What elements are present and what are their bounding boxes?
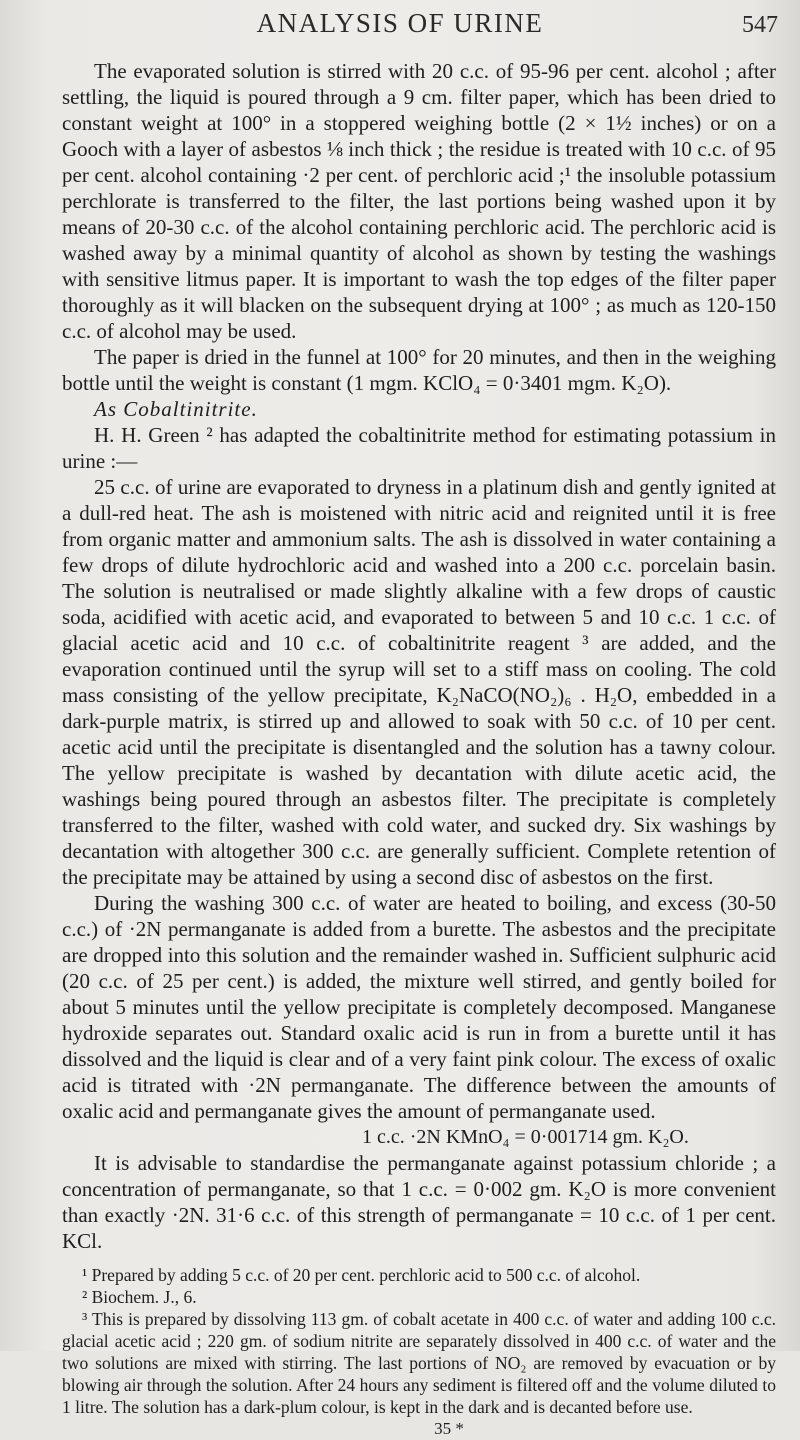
signature-mark: 35 * — [434, 1419, 464, 1438]
footnote-1: ¹ Prepared by adding 5 c.c. of 20 per cent. perchloric acid to 500 c.c. of alcohol. — [82, 1265, 641, 1285]
paragraph-evaporation-procedure: 25 c.c. of urine are evaporated to dryness in a platinum dish and gently ignited at a dull-red heat. The ash is moistened with nitric acid and reignited until it is free from organic matter and ammonium salts. The ash is dissolved in water containing a few drops of dilute hydrochloric acid and washed into a 200 c.c. porcelain basin. The solution is neutralised or made slightly alkaline with a few drops of caustic soda, acidified with acetic acid, and evaporated to between 5 and 10 c.c. 1 c.c. of glacial acetic acid and 10 c.c. of cobaltinitrite reagent ³ are added, and the evaporation continued until the syrup will set to a stiff mass on cooling. The cold mass consisting of the yellow precipitate, K₂NaCO(NO₂)₆ . H₂O, embedded in a dark-purple matrix, is stirred up and allowed to soak with 50 c.c. of 10 per cent. acetic acid until the precipitate is disentangled and the solution has a tawny colour. The yellow precipitate is washed by decantation with dilute acetic acid, the washings being poured through an asbestos filter. The precipitate is completely transferred to the filter, washed with cold water, and sucked dry. Six washings by decantation with altogether 300 c.c. are generally sufficient. Complete retention of the precipitate may be attained by using a second disc of asbestos on the first. — [62, 475, 776, 889]
page-number: 547 — [742, 12, 778, 38]
footnotes — [62, 1264, 776, 1418]
formula-equivalence: 1 c.c. ·2N KMnO₄ = 0·001714 gm. K₂O. — [362, 1126, 689, 1148]
paragraph-drying: The paper is dried in the funnel at 100° for 20 minutes, and then in the weighing bottle until the weight is constant (1 mgm. KClO₄ = 0·3401 mgm. K₂O). — [62, 345, 776, 395]
body-text — [62, 58, 776, 1440]
paragraph-standardisation: It is advisable to standardise the permanganate against potassium chloride ; a concentration of permanganate, so that 1 c.c. = 0·002 gm. K₂O is more convenient than exactly ·2N. 31·6 c.c. of this strength of permanganate = 10 c.c. of 1 per cent. KCl. — [62, 1151, 776, 1253]
page-header — [0, 4, 800, 44]
footnote-2: ² Biochem. J., 6. — [82, 1287, 197, 1307]
footnote-3: ³ This is prepared by dissolving 113 gm. of cobalt acetate in 400 c.c. of water and adding 100 c.c. glacial acetic acid ; 220 gm. of sodium nitrite are separately dissolved in 400 c.c. of water and the two solutions are mixed with stirring. The last portions of NO₂ are removed by evacuation or by blowing air through the solution. After 24 hours any sediment is filtered off and the volume diluted to 1 litre. The solution has a dark-plum colour, is kept in the dark and is decanted before use. — [62, 1309, 776, 1417]
paragraph-perchlorate-washing: The evaporated solution is stirred with 20 c.c. of 95-96 per cent. alcohol ; after settling, the liquid is poured through a 9 cm. filter paper, which has been dried to constant weight at 100° in a stoppered weighing bottle (2 × 1½ inches) or on a Gooch with a layer of asbestos ⅛ inch thick ; the residue is treated with 10 c.c. of 95 per cent. alcohol containing ·2 per cent. of perchloric acid ;¹ the insoluble potassium perchlorate is transferred to the filter, the last portions being washed upon it by means of 20-30 c.c. of the alcohol containing perchloric acid. The perchloric acid is washed away by a minimal quantity of alcohol as shown by testing the washings with sensitive litmus paper. It is important to wash the top edges of the filter paper thoroughly as it will blacken on the subsequent drying at 100° ; as much as 120-150 c.c. of alcohol may be used. — [62, 59, 776, 343]
running-head: ANALYSIS OF URINE — [256, 8, 544, 38]
paragraph-permanganate-titration: During the washing 300 c.c. of water are heated to boiling, and excess (30-50 c.c.) of ·2N permanganate is added from a burette. The asbestos and the precipitate are dropped into this solution and the remainder washed in. Sufficient sulphuric acid (20 c.c. of 25 per cent.) is added, the mixture well stirred, and gently boiled for about 5 minutes until the yellow precipitate is completely decomposed. Manganese hydroxide separates out. Standard oxalic acid is run in from a burette until it has dissolved and the liquid is clear and of a very faint pink colour. The excess of oxalic acid is titrated with ·2N permanganate. The difference between the amounts of oxalic acid and permanganate gives the amount of permanganate used. — [62, 891, 776, 1123]
paragraph-green-method: H. H. Green ² has adapted the cobaltinitrite method for estimating potassium in urine :— — [62, 423, 776, 473]
section-heading-cobaltinitrite: As Cobaltinitrite. — [94, 397, 258, 421]
